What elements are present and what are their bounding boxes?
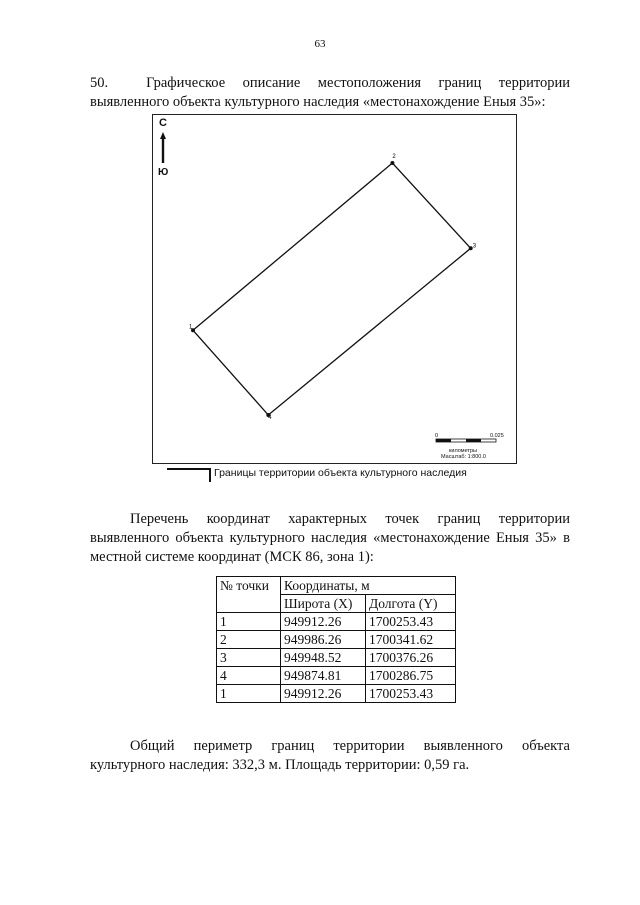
intro-word: 35» xyxy=(535,530,557,546)
section-number: 50. xyxy=(90,75,109,91)
compass-north-label: С xyxy=(159,117,167,129)
map-canvas xyxy=(153,115,516,463)
summary-word: объекта xyxy=(521,738,570,754)
title-word: территории xyxy=(498,75,570,91)
intro-word: культурного xyxy=(229,530,305,546)
cell-lon: 1700376.26 xyxy=(366,649,456,667)
cell-point: 4 xyxy=(217,667,281,685)
table-header-row xyxy=(217,577,456,595)
summary-line2: культурного наследия: 332,3 м. Площадь территории: 0,59 га. xyxy=(90,757,470,773)
cell-lat: 949912.26 xyxy=(281,613,366,631)
vertex-label: 1 xyxy=(189,324,193,331)
title-word: местоположения xyxy=(317,75,421,91)
section-title-line1 xyxy=(146,74,570,93)
title-word: описание xyxy=(242,75,301,91)
summary-word: периметр xyxy=(193,738,253,754)
header-coords: Координаты, м xyxy=(281,577,456,595)
boundary-map xyxy=(152,114,517,464)
cell-lon: 1700253.43 xyxy=(366,685,456,703)
intro-word: точек xyxy=(385,511,420,527)
header-lon: Долгота (Y) xyxy=(366,595,456,613)
summary-line1 xyxy=(130,737,570,756)
cell-point: 3 xyxy=(217,649,281,667)
cell-lat: 949948.52 xyxy=(281,649,366,667)
intro-word: территории xyxy=(498,511,570,527)
intro-word: выявленного xyxy=(90,530,170,546)
table-row xyxy=(217,667,456,685)
cell-point: 1 xyxy=(217,613,281,631)
intro-word: «местонахождение xyxy=(373,530,490,546)
title-word: Графическое xyxy=(146,75,226,91)
summary-word: выявленного xyxy=(423,738,503,754)
summary-word: территории xyxy=(333,738,405,754)
summary xyxy=(90,737,570,775)
boundary-polygon xyxy=(193,163,471,415)
coords-intro-line3: местной системе координат (МСК 86, зона 1): xyxy=(90,549,374,565)
vertex-label: 3 xyxy=(472,243,477,250)
intro-word: в xyxy=(563,530,570,546)
coords-intro-line1 xyxy=(130,510,570,529)
coords-intro-line2 xyxy=(90,529,570,548)
compass-south-label: Ю xyxy=(158,167,169,178)
coordinates-table xyxy=(216,576,456,703)
north-arrow-icon xyxy=(160,132,166,163)
section-title-line2: выявленного объекта культурного наследия «местонахождение Еныя 35»: xyxy=(90,94,546,110)
intro-word: Перечень xyxy=(130,511,189,527)
cell-lon: 1700253.43 xyxy=(366,613,456,631)
header-lat: Широта (X) xyxy=(281,595,366,613)
intro-word: объекта xyxy=(175,530,224,546)
page-number: 63 xyxy=(314,38,326,50)
table-row xyxy=(217,649,456,667)
cell-lat: 949874.81 xyxy=(281,667,366,685)
intro-word: границ xyxy=(437,511,481,527)
cell-point: 2 xyxy=(217,631,281,649)
cell-lon: 1700341.62 xyxy=(366,631,456,649)
legend-label: Границы территории объекта культурного наследия xyxy=(214,467,467,479)
legend-tick-icon xyxy=(209,468,211,482)
map-legend xyxy=(167,466,527,484)
cell-lat: 949986.26 xyxy=(281,631,366,649)
table-row xyxy=(217,631,456,649)
boundary-vertex xyxy=(390,161,394,165)
scale-bar xyxy=(435,433,505,459)
scale-ratio-label: Масштаб: 1:800.0 xyxy=(441,454,486,460)
legend-line-icon xyxy=(167,468,209,470)
intro-word: Еныя xyxy=(495,530,529,546)
table-row xyxy=(217,613,456,631)
summary-word: Общий xyxy=(130,738,175,754)
summary-word: границ xyxy=(271,738,315,754)
coords-intro xyxy=(90,510,570,567)
intro-word: характерных xyxy=(288,511,368,527)
vertex-label: 2 xyxy=(392,154,396,160)
cell-lat: 949912.26 xyxy=(281,685,366,703)
section-heading xyxy=(90,74,570,112)
table-row xyxy=(217,685,456,703)
header-point: № точки xyxy=(217,577,281,613)
cell-lon: 1700286.75 xyxy=(366,667,456,685)
cell-point: 1 xyxy=(217,685,281,703)
scale-unit-label: километры xyxy=(449,448,477,454)
intro-word: наследия xyxy=(311,530,367,546)
intro-word: координат xyxy=(206,511,270,527)
title-word: границ xyxy=(438,75,482,91)
scale-end-label: 0.025 xyxy=(490,433,504,439)
scale-start-label: 0 xyxy=(435,433,439,439)
vertex-label: 4 xyxy=(268,415,272,421)
